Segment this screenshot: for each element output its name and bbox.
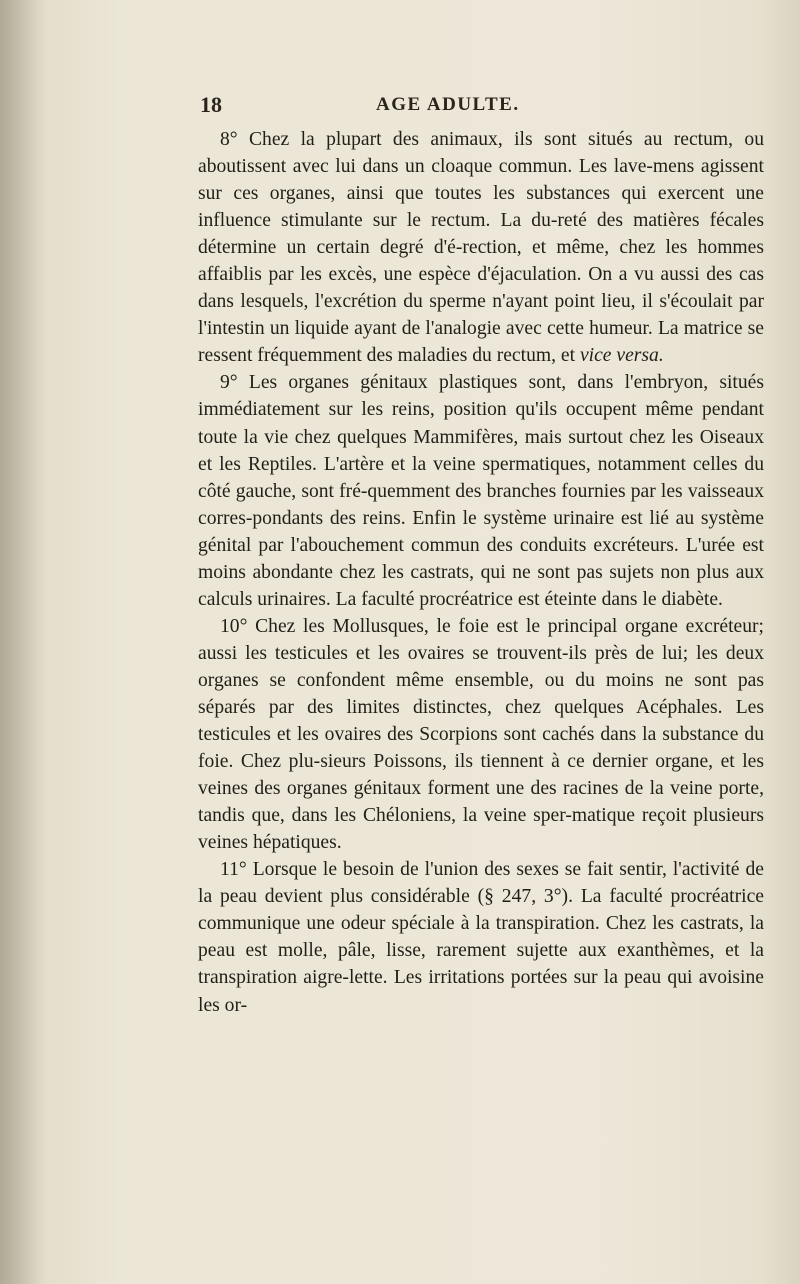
paragraph-8-text: 8° Chez la plupart des animaux, ils sont situés au rectum, ou aboutissent avec lui dans un cloaque commun. Les lave-mens agissent sur ces organes, ainsi que toutes les substances qui exercent une influence stimulante sur le rectum. La du-reté des matières fécales détermine un certain degré d'é-rection, et même, chez les hommes affaiblis par les excès, une espèce d'éjaculation. On a vu aussi des cas dans lesquels, l'excrétion du sperme n'ayant point lieu, il s'écoulait par l'intestin un liquide ayant de l'analogie avec cette humeur. La matrice se ressent fréquemment des maladies du rectum, et — [198, 129, 764, 367]
paragraph-10: 10° Chez les Mollusques, le foie est le principal organe excréteur; aussi les testicules et les ovaires se trouvent-ils près de lui; les deux organes se confondent même ensemble, ou du moins ne sont pas séparés par des limites distinctes, chez quelques Acéphales. Les testicules et les ovaires des Scorpions sont cachés dans la substance du foie. Chez plu-sieurs Poissons, ils tiennent à ce dernier organe, et les veines des organes génitaux forment une des racines de la veine porte, tandis que, dans les Chéloniens, la veine sper-matique reçoit plusieurs veines hépatiques. — [198, 615, 764, 854]
binding-shadow — [0, 0, 46, 1284]
paragraph-8 — [198, 126, 764, 369]
paragraph-8-italic: vice versa. — [579, 345, 664, 367]
page-header — [200, 92, 760, 120]
running-title: AGE ADULTE. — [376, 94, 520, 115]
paragraph-11: 11° Lorsque le besoin de l'union des sexes se fait sentir, l'activité de la peau devient plus considérable (§ 247, 3°). La faculté procréatrice communique une odeur spéciale à la transpiration. Chez les castrats, la peau est molle, pâle, lisse, rarement sujette aux exanthèmes, et la transpiration aigre-lette. Les irritations portées sur la peau qui avoisine les or- — [198, 859, 764, 1016]
paragraph-9: 9° Les organes génitaux plastiques sont, dans l'embryon, situés immédiatement sur les reins, position qu'ils occupent même pendant toute la vie chez quelques Mammifères, mais surtout chez les Oiseaux et les Reptiles. L'artère et la veine spermatiques, notamment celles du côté gauche, sont fré-quemment des branches fournies par les vaisseaux corres-pondants des reins. Enfin le système urinaire est lié au système génital par l'abouchement commun des conduits excréteurs. L'urée est moins abondante chez les castrats, qui ne sont pas sujets non plus aux calculs urinaires. La faculté procréatrice est éteinte dans le diabète. — [198, 372, 764, 610]
page-number: 18 — [200, 92, 222, 117]
body-text — [198, 126, 764, 1019]
